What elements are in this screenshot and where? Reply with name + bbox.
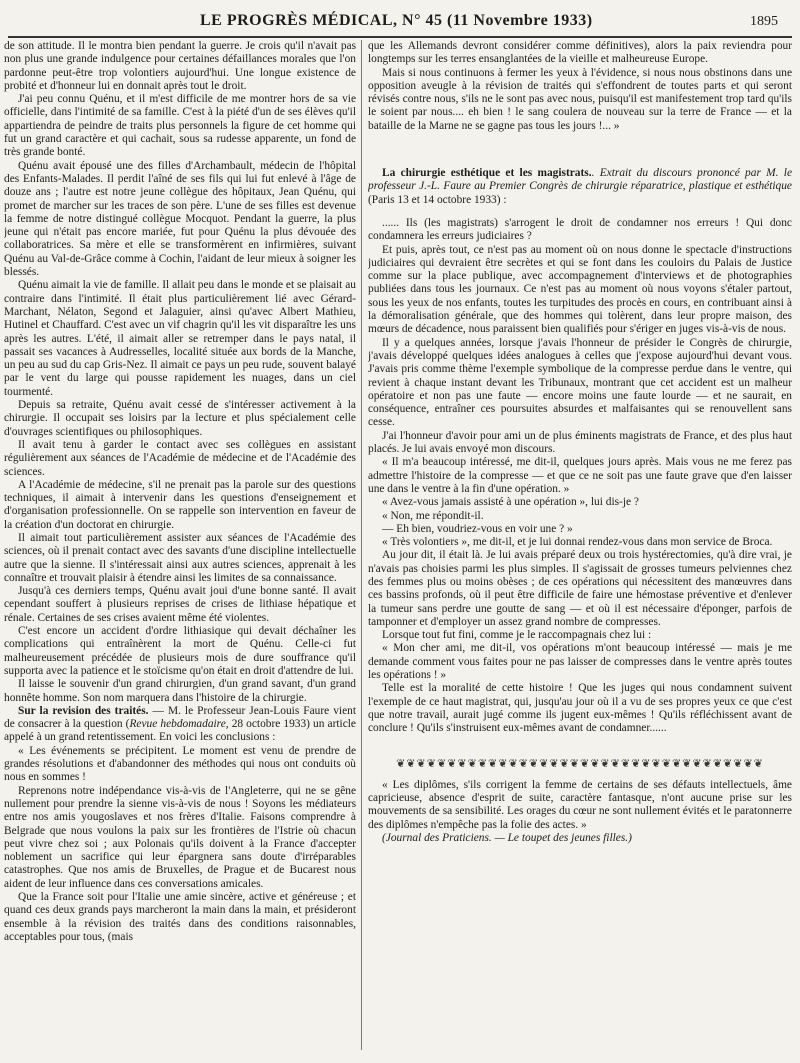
speech-paragraph: Au jour dit, il était là. Je lui avais préparé deux ou trois hystérectomies, qu'à dire vrai, je n'avais pas choisies parmi les plus simples. Il s'agissait de grosses tumeurs pelviennes chez des femmes plus ou moins obèses ; de ces opérations qui nécessitent des manœuvres dans ces bassins profonds, où il peut être difficile de faire une hémostase préventive et d'enlever la tumeur sans perdre une goutte de sang — et où il est nécessaire d'éponger, parfois de tamponner et d'employer un assez grand nombre de compresses. — [368, 549, 792, 628]
obituary-paragraph: Il avait tenu à garder le contact avec ses collègues en assistant régulièrement aux séances de l'Académie de médecine et de l'Académie des sciences. — [4, 438, 356, 478]
column-divider — [361, 40, 362, 1050]
page-header — [0, 12, 800, 36]
cited-source: . Extrait du discours prononcé par M. le professeur J.-L. Faure au Premier Congrès de chirurgie réparatrice, plastique et esthétique — [368, 167, 792, 193]
quoted-paragraph: Reprenons notre indépendance vis-à-vis de l'Angleterre, qui ne se gêne nullement pour prendre la sienne vis-à-vis de nous ! Soyons les médiateurs entre nos amis yougoslaves et nos frères d'Italie. Faisons comprendre à Belgrade que nous voulons la paix sur les frontières de l'Istrie où chacun peut vivre chez soi ; aux Polonais qu'ils doivent à la France d'accepter noblement un sacrifice qui leur épargnera sans doute d'irréparables catastrophes. Que nos amis de Bruxelles, de Prague et de Bucarest nous aident de leur influence dans ces conversations amicales. — [4, 784, 356, 890]
speech-paragraph: « Très volontiers », me dit-il, et je lui donnai rendez-vous dans mon service de Broca. — [382, 536, 773, 549]
speech-paragraph: Et puis, après tout, ce n'est pas au moment où on nous donne le spectacle d'instructions judiciaires qui devraient être secrètes et qui se font dans les couloirs du Palais de Justice comme sur la place publique, avec accompagnement d'interviews et de photographies publiées dans tous les journaux. Ce n'est pas au moment où nous voyons s'étaler partout, sous les yeux de nos enfants, toutes les turpitudes des procès en cours, en contribuant ainsi à la démoralisation générale, que des hommes qui tolèrent, dans leur propre maison, des mœurs de décadence, nous paraissent bien qualifiés pour s'ériger en juges vis-à-vis de nous. — [368, 243, 792, 336]
section-title: La chirurgie esthétique et les magistrats. — [382, 167, 592, 180]
speech-paragraph: Il y a quelques années, lorsque j'avais l'honneur de présider le Congrès de chirurgie, j'avais développé quelques idées analogues à celles que j'expose aujourd'hui devant vous. J'avais pris comme thème l'exemple symbolique de la compresse perdue dans le ventre, qui revient à chaque instant devant les Tribunaux, montrant que cet accident est un malheur opératoire et non pas une faute — encore moins une faute lourde — et ne saurait, en conséquence, entraîner ces poursuites absurdes et malfaisantes qui se renouvellent sans cesse. — [368, 336, 792, 429]
obituary-paragraph: Quénu avait épousé une des filles d'Archambault, médecin de l'hôpital des Enfants-Malades. Il perdit l'aîné de ses fils qui lui fut enlevé à l'âge de douze ans ; l'autre est notre jeune collègue des hôpitaux, Jean Quénu, qui promet de marcher sur les traces de son père. L'une de ses filles est devenue la femme de notre distingué collègue Mocquot. Pendant la guerre, la plus jeune qui n'était pas encore mariée, fut pour Quénu la plus dévouée des collaboratrices. Sa mère et elle se transformèrent en infirmières, suivant Quénu au Val-de-Grâce comme à Cochin, l'aidant de leur mieux à soigner les blessés. — [4, 159, 356, 279]
obituary-paragraph: A l'Académie de médecine, s'il ne prenait pas la parole sur des questions techniques, il aimait à intervenir dans les questions d'enseignement et d'organisation professionnelle. On se rappelle son intervention en faveur de la création d'un doctorat en chirurgie. — [4, 478, 356, 531]
quoted-paragraph: Mais si nous continuons à fermer les yeux à l'évidence, si nous nous obstinons dans une opposition aveugle à la révision de traités qui s'effondrent de toutes parts et qui seront révisés contre nous, s'ils ne le sont pas avec nous, puisqu'il est manifestement trop tard qu'ils le soient par nous.... eh bien ! le sang coulera de nouveau sur la terre de France — et la bataille de la Marne ne se gagne pas tous les jours !... » — [368, 66, 792, 132]
speech-paragraph: « Il m'a beaucoup intéressé, me dit-il, quelques jours après. Mais vous ne me ferez pas admettre l'histoire de la compresse — et que ce ne soit pas une faute grave que d'en laisser une dans le ventre à la fin d'une opération. » — [368, 456, 792, 495]
running-title: LE PROGRÈS MÉDICAL, N° 45 (11 Novembre 1933) — [200, 12, 593, 29]
obituary-paragraph: C'est encore un accident d'ordre lithiasique qui devait déchaîner les complications qui entraînèrent la mort de Quénu. Celle-ci fut malheureusement précédée de plusieurs mois de dure souffrance qu'il supporta avec la patience et le stoïcisme qu'on était en droit d'attendre de lui. — [4, 625, 356, 677]
speech-paragraph: « Mon cher ami, me dit-il, vos opérations m'ont beaucoup intéressé — mais je me demande comment vous faites pour ne pas laisser de compresses dans le ventre après toutes les opérations ! » — [368, 642, 792, 682]
quoted-paragraph: « Les événements se précipitent. Le moment est venu de prendre de grandes résolutions et d'abandonner des méthodes qui nous ont conduits où nous en sommes ! — [4, 744, 356, 784]
speech-paragraph: — Eh bien, voudriez-vous en voir une ? » — [382, 522, 573, 535]
obituary-paragraph: Il laisse le souvenir d'un grand chirurgien, d'un grand savant, d'un grand honnête homme. Son nom marquera dans l'histoire de la chirurgie. — [4, 678, 356, 704]
obituary-paragraph: Quénu aimait la vie de famille. Il allait peu dans le monde et se plaisait au contraire dans l'intimité. Il était plus particulièrement lié avec Gérard-Marchant, Nélaton, Segond et Jalaguier, ainsi qu'avec Albert Mathieu, Hutinel et Chauffard. C'est avec un vif chagrin qu'il les vit disparaître les uns après les autres. L'été, il aimait aller se retremper dans le pays natal, il passait ses vacances à Audresselles, localité située aux bords de la Manche, un peu au sud du cap Gris-Nez. Il aimait ce pays un peu rude, souvent balayé par le vent du large qui pousse rapidement les nuages, dans un ciel tourmenté. — [4, 279, 356, 398]
speech-paragraph: Telle est la moralité de cette histoire ! Que les juges qui nous condamnent suivent l'exemple de ce haut magistrat, qui, jusqu'au jour où il a vu de ses propres yeux ce que c'est que notre travail, aurait jugé comme ils jugent eux-mêmes ! Qu'ils réfléchissent avant de conclure ! Qu'ils s'instruisent eux-mêmes avant de condamner...... — [368, 682, 792, 735]
quote-paragraph: « Les diplômes, s'ils corrigent la femme de certains de ses défauts intellectuels, âme capricieuse, absence d'esprit de suite, caractère fantasque, n'ont aucune prise sur les mouvements de sa sensibilité. Les orages du cœur ne sont nullement évités et le paratonnerre des diplômes n'empêche pas la folie des actes. » — [368, 778, 792, 831]
header-rule — [8, 36, 792, 38]
cited-source: Revue hebdomadaire, — [129, 718, 229, 731]
obituary-paragraph: J'ai peu connu Quénu, et il m'est difficile de me montrer hors de sa vie officielle, dans l'intimité de sa famille. C'est à la piété d'un de ses élèves qu'il appartiendra de peindre de traits plus personnels la figure de cet homme qui fut un grand caractère et qui cachait, sous sa rudesse apparente, un fond de très grande bonté. — [4, 93, 356, 159]
right-column — [368, 40, 792, 1060]
section-heading-traites: Sur la revision des traités. — M. le Professeur Jean-Louis Faure vient de consacrer à la question (Revue hebdomadaire, 28 octobre 1933) un article appelé à un grand retentissement. En voici les conclusions : — [4, 704, 356, 744]
ornamental-separator: ❦❦❦❦❦❦❦❦❦❦❦❦❦❦❦❦❦❦❦❦❦❦❦❦❦❦❦❦❦❦❦❦❦❦❦❦ — [396, 757, 764, 770]
obituary-paragraph: de son attitude. Il le montra bien pendant la guerre. Je crois qu'il n'avait pas non plus une grande indulgence pour certaines défaillances morales que l'on pardonne peut-être trop volontiers aujourd'hui. Une longue existence de probité et d'honneur lui en donnait après tout le droit. — [4, 40, 356, 92]
obituary-paragraph: Il aimait tout particulièrement assister aux séances de l'Académie des sciences, où il prenait contact avec des savants d'une discipline intellectuelle autre que la sienne. Il s'intéressait ainsi aux autres sciences, apprenait à les connaître et trouvait plaisir à étendre ainsi les limites de sa connaissance. — [4, 531, 356, 584]
quoted-paragraph: Que la France soit pour l'Italie une amie sincère, active et généreuse ; et quand ces deux grands pays marcheront la main dans la main, et présideront ensemble à la révision des traités dans des conditions raisonnables, acceptables pour tous, (mais — [4, 891, 356, 943]
speech-paragraph: Lorsque tout fut fini, comme je le raccompagnais chez lui : — [382, 629, 652, 642]
quote-source: (Journal des Praticiens. — Le toupet des jeunes filles.) — [382, 832, 632, 845]
speech-paragraph: « Non, me répondit-il. — [382, 509, 484, 522]
obituary-paragraph: Jusqu'à ces derniers temps, Quénu avait joui d'une bonne santé. Il avait cependant souffert à plusieurs reprises de crises de lithiase hépatique et rénale. Certaines de ses crises avaient même été violentes. — [4, 585, 356, 624]
section-title: Sur la revision des traités. — [18, 704, 149, 717]
page-number: 1895 — [750, 14, 778, 29]
section-heading-chirurgie: La chirurgie esthétique et les magistrats.. Extrait du discours prononcé par M. le professeur J.-L. Faure au Premier Congrès de chirurgie réparatrice, plastique et esthétique (Paris 13 et 14 octobre 1933) : — [368, 167, 792, 206]
speech-paragraph: ...... Ils (les magistrats) s'arrogent le droit de condamner nos erreurs ! Qui donc condamnera les erreurs judiciaires ? — [368, 216, 792, 243]
quoted-paragraph: que les Allemands devront considérer comme définitives), alors la paix reviendra pour longtemps sur les terres ensanglantées de la vieille et malheureuse Europe. — [368, 40, 792, 66]
speech-paragraph: J'ai l'honneur d'avoir pour ami un de plus éminents magistrats de France, et des plus haut placés. Je lui avais envoyé mon discours. — [368, 429, 792, 456]
left-column — [4, 40, 356, 1060]
speech-paragraph: « Avez-vous jamais assisté à une opération », lui dis-je ? — [382, 496, 639, 509]
obituary-paragraph: Depuis sa retraite, Quénu avait cessé de s'intéresser activement à la chirurgie. Il occupait ses loisirs par la lecture et plus spécialement celle d'ouvrages scientifiques ou philosophiques. — [4, 399, 356, 438]
